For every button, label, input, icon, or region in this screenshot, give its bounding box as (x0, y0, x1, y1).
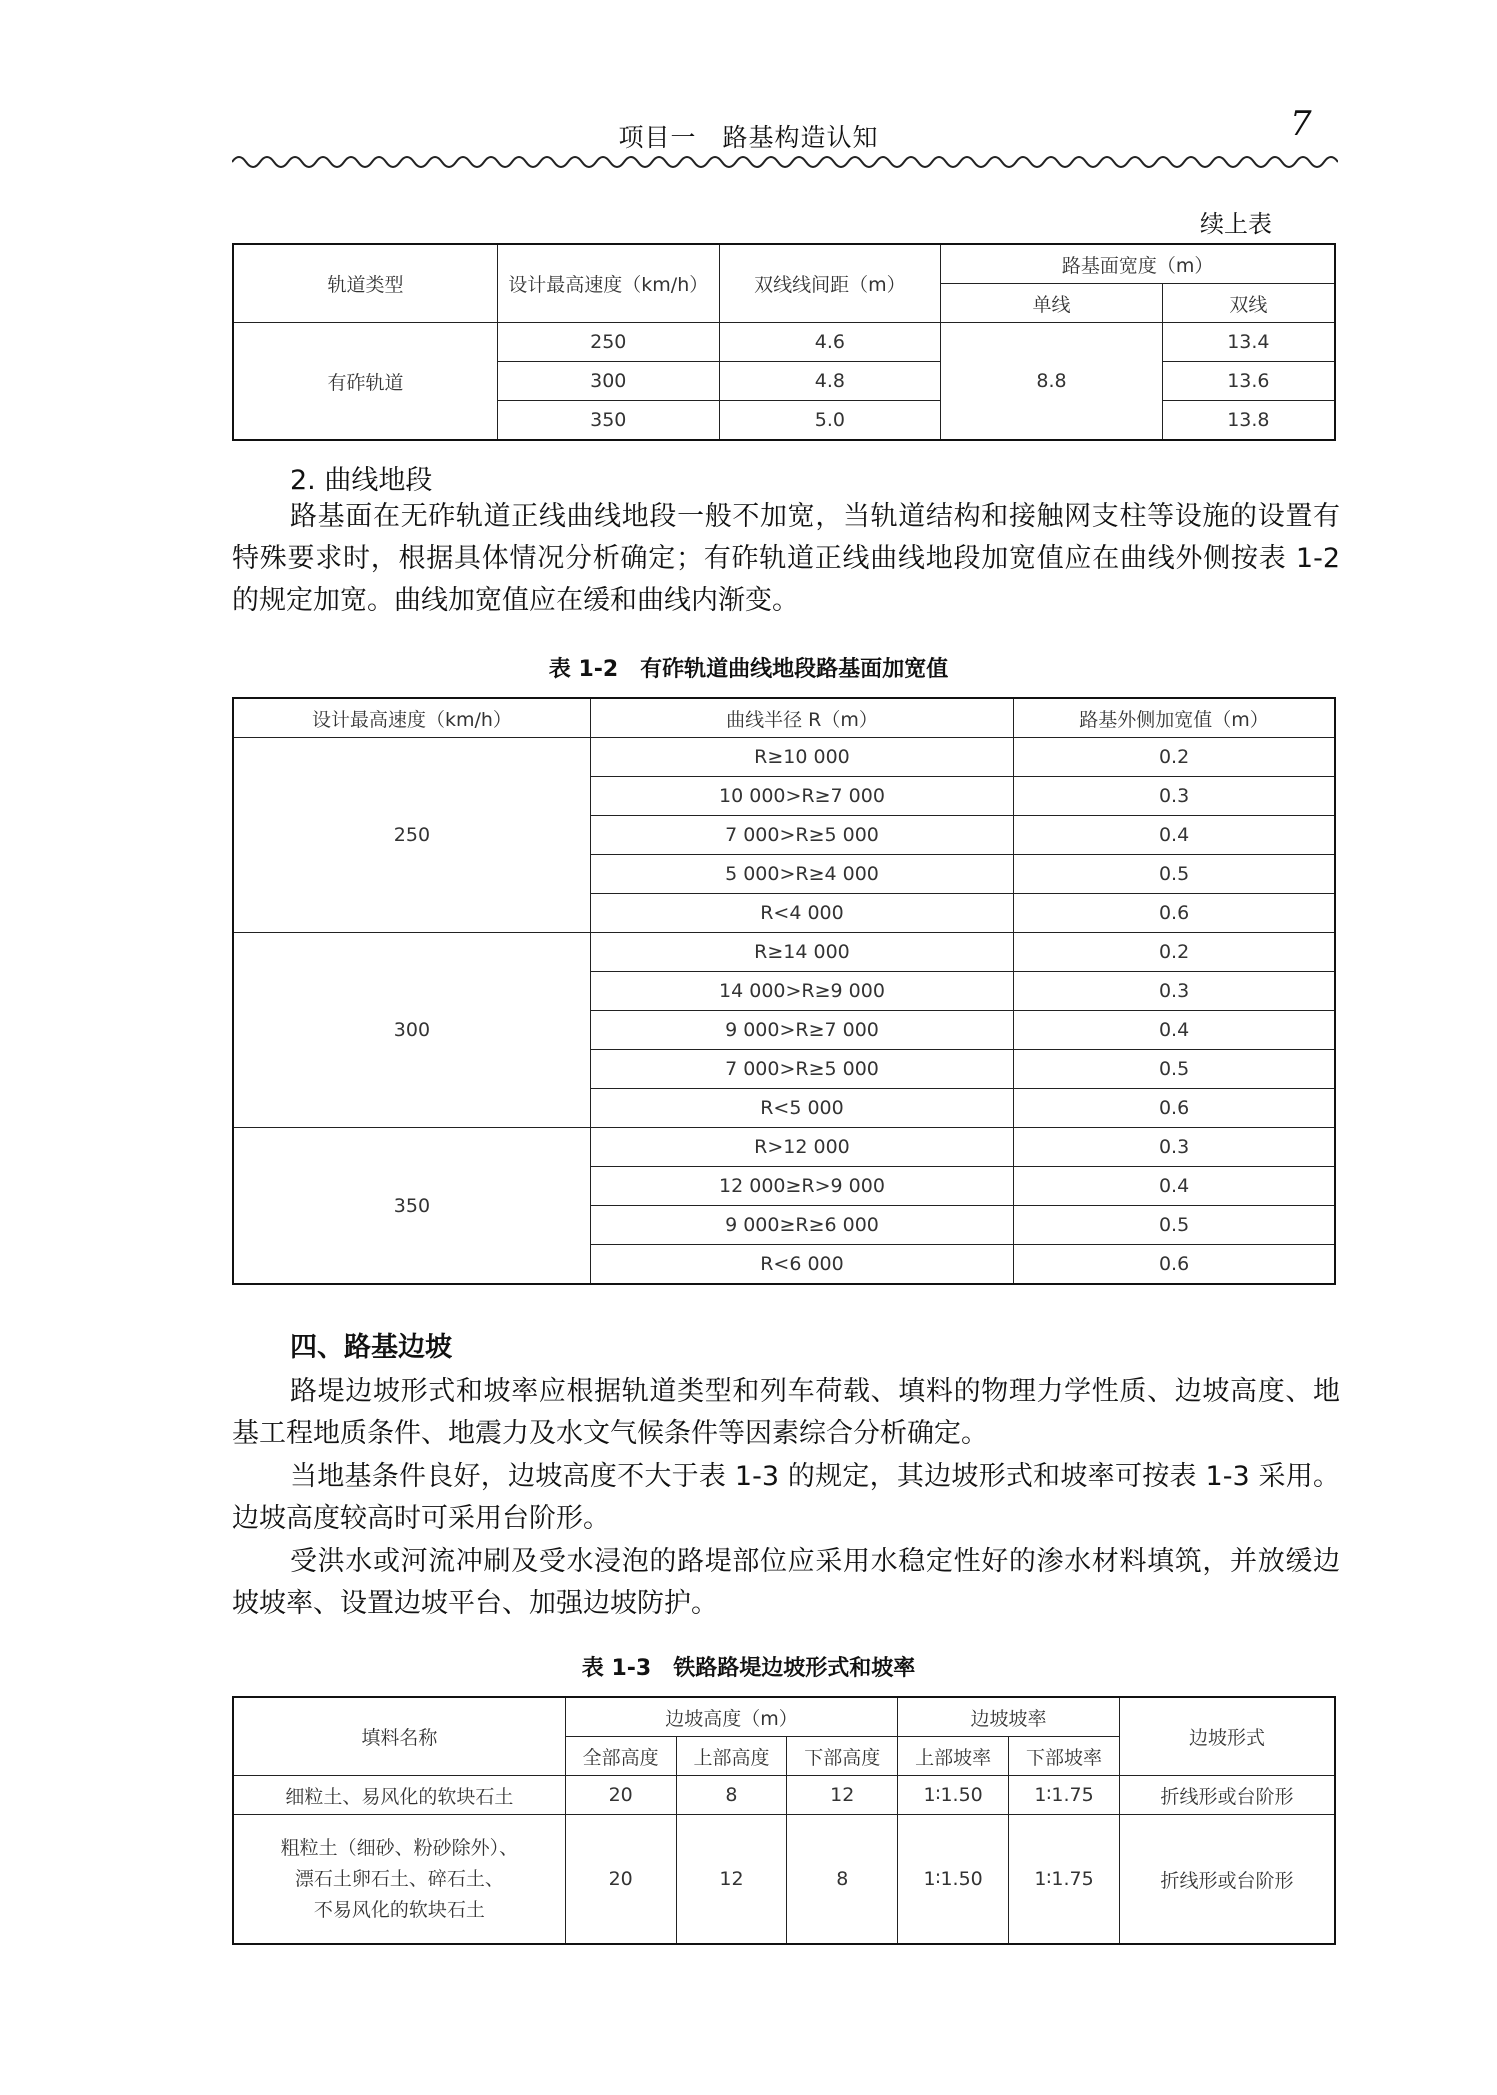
cell-spacing: 4.6 (719, 323, 941, 362)
cell-widening: 0.6 (1014, 1089, 1335, 1128)
th-track-type: 轨道类型 (233, 244, 497, 323)
cell-widening: 0.5 (1014, 1206, 1335, 1245)
th-design-speed: 设计最高速度（km/h） (497, 244, 719, 323)
cell-widening: 0.3 (1014, 1128, 1335, 1167)
cell-lower: 8 (787, 1815, 898, 1945)
cell-spacing: 4.8 (719, 362, 941, 401)
table-curve-widening (232, 697, 1336, 1285)
th-fill-name: 填料名称 (233, 1697, 565, 1776)
cell-fill-line: 粗粒土（细砂、粉砂除外）、 (280, 1836, 519, 1859)
table-1-2-caption: 表 1-2 有砟轨道曲线地段路基面加宽值 (548, 657, 949, 682)
th-slope-form: 边坡形式 (1119, 1697, 1335, 1776)
cell-radius: R<4 000 (590, 894, 1013, 933)
cell-single-width: 8.8 (941, 323, 1163, 441)
table-track-width-continued (232, 243, 1336, 441)
cell-radius: 12 000≥R>9 000 (590, 1167, 1013, 1206)
cell-double-width: 13.8 (1162, 401, 1335, 441)
th-single-line: 单线 (941, 284, 1163, 323)
cell-widening: 0.4 (1014, 1011, 1335, 1050)
th-line-spacing: 双线线间距（m） (719, 244, 941, 323)
cell-radius: R≥10 000 (590, 738, 1013, 777)
cell-total: 20 (565, 1776, 676, 1815)
th-design-speed: 设计最高速度（km/h） (233, 698, 590, 738)
cell-upper-rate: 1∶1.50 (898, 1815, 1009, 1945)
th-curve-radius: 曲线半径 R（m） (590, 698, 1013, 738)
cell-widening: 0.2 (1014, 738, 1335, 777)
th-slope-height: 边坡高度（m） (565, 1697, 897, 1737)
cell-lower-rate: 1∶1.75 (1009, 1776, 1120, 1815)
cell-lower-rate: 1∶1.75 (1009, 1815, 1120, 1945)
cell-speed: 250 (497, 323, 719, 362)
th-subgrade-width: 路基面宽度（m） (941, 244, 1335, 284)
section-curve-title: 2. 曲线地段 (290, 465, 433, 496)
th-total-height: 全部高度 (565, 1737, 676, 1776)
cell-speed: 300 (497, 362, 719, 401)
th-upper-rate: 上部坡率 (898, 1737, 1009, 1776)
cell-radius: 9 000>R≥7 000 (590, 1011, 1013, 1050)
cell-fill-line: 不易风化的软块石土 (313, 1898, 485, 1921)
cell-fill (233, 1815, 565, 1945)
cell-widening: 0.4 (1014, 1167, 1335, 1206)
cell-lower: 12 (787, 1776, 898, 1815)
th-lower-height: 下部高度 (787, 1737, 898, 1776)
cell-radius: 7 000>R≥5 000 (590, 1050, 1013, 1089)
section-slope-title: 四、路基边坡 (290, 1332, 452, 1363)
cell-widening: 0.2 (1014, 933, 1335, 972)
cell-widening: 0.3 (1014, 972, 1335, 1011)
cell-widening: 0.6 (1014, 894, 1335, 933)
table-1-3-caption: 表 1-3 铁路路堤边坡形式和坡率 (581, 1656, 916, 1681)
th-upper-height: 上部高度 (676, 1737, 787, 1776)
paragraph-slope-1: 路堤边坡形式和坡率应根据轨道类型和列车荷载、填料的物理力学性质、边坡高度、地基工程地质条件、地震力及水文气候条件等因素综合分析确定。 (232, 1376, 1340, 1449)
cell-speed-group: 250 (233, 738, 590, 933)
page-number: 7 (1290, 104, 1312, 144)
paragraph-slope-2: 当地基条件良好，边坡高度不大于表 1-3 的规定，其边坡形式和坡率可按表 1-3 采用。边坡高度较高时可采用台阶形。 (232, 1461, 1340, 1534)
cell-radius: R>12 000 (590, 1128, 1013, 1167)
cell-double-width: 13.4 (1162, 323, 1335, 362)
cell-radius: R<6 000 (590, 1245, 1013, 1285)
cell-form: 折线形或台阶形 (1119, 1815, 1335, 1945)
cell-fill-line: 漂石土卵石土、碎石土、 (294, 1867, 504, 1890)
cell-fill: 细粒土、易风化的软块石土 (233, 1776, 565, 1815)
cell-widening: 0.3 (1014, 777, 1335, 816)
cell-radius: 14 000>R≥9 000 (590, 972, 1013, 1011)
cell-widening: 0.5 (1014, 855, 1335, 894)
cell-double-width: 13.6 (1162, 362, 1335, 401)
cell-speed: 350 (497, 401, 719, 441)
table-embankment-slope (232, 1696, 1336, 1945)
cell-radius: 9 000≥R≥6 000 (590, 1206, 1013, 1245)
cell-widening: 0.6 (1014, 1245, 1335, 1285)
header-wave-divider (232, 150, 1338, 174)
th-widening: 路基外侧加宽值（m） (1014, 698, 1335, 738)
cell-radius: 10 000>R≥7 000 (590, 777, 1013, 816)
running-header-title: 项目一 路基构造认知 (618, 123, 879, 152)
th-double-line: 双线 (1162, 284, 1335, 323)
continued-label: 续上表 (1200, 210, 1272, 238)
cell-total: 20 (565, 1815, 676, 1945)
th-lower-rate: 下部坡率 (1009, 1737, 1120, 1776)
paragraph-slope-3: 受洪水或河流冲刷及受水浸泡的路堤部位应采用水稳定性好的渗水材料填筑，并放缓边坡坡率、设置边坡平台、加强边坡防护。 (232, 1546, 1340, 1619)
paragraph-curve: 路基面在无砟轨道正线曲线地段一般不加宽，当轨道结构和接触网支柱等设施的设置有特殊要求时，根据具体情况分析确定；有砟轨道正线曲线地段加宽值应在曲线外侧按表 1-2 的规定加宽。曲线加宽值应在缓和曲线内渐变。 (232, 501, 1340, 616)
cell-radius: R<5 000 (590, 1089, 1013, 1128)
cell-speed-group: 350 (233, 1128, 590, 1285)
cell-widening: 0.5 (1014, 1050, 1335, 1089)
cell-track-type: 有砟轨道 (233, 323, 497, 441)
cell-radius: R≥14 000 (590, 933, 1013, 972)
cell-spacing: 5.0 (719, 401, 941, 441)
cell-form: 折线形或台阶形 (1119, 1776, 1335, 1815)
cell-radius: 7 000>R≥5 000 (590, 816, 1013, 855)
cell-widening: 0.4 (1014, 816, 1335, 855)
cell-upper: 12 (676, 1815, 787, 1945)
th-slope-rate: 边坡坡率 (898, 1697, 1120, 1737)
cell-radius: 5 000>R≥4 000 (590, 855, 1013, 894)
cell-upper-rate: 1∶1.50 (898, 1776, 1009, 1815)
cell-upper: 8 (676, 1776, 787, 1815)
cell-speed-group: 300 (233, 933, 590, 1128)
